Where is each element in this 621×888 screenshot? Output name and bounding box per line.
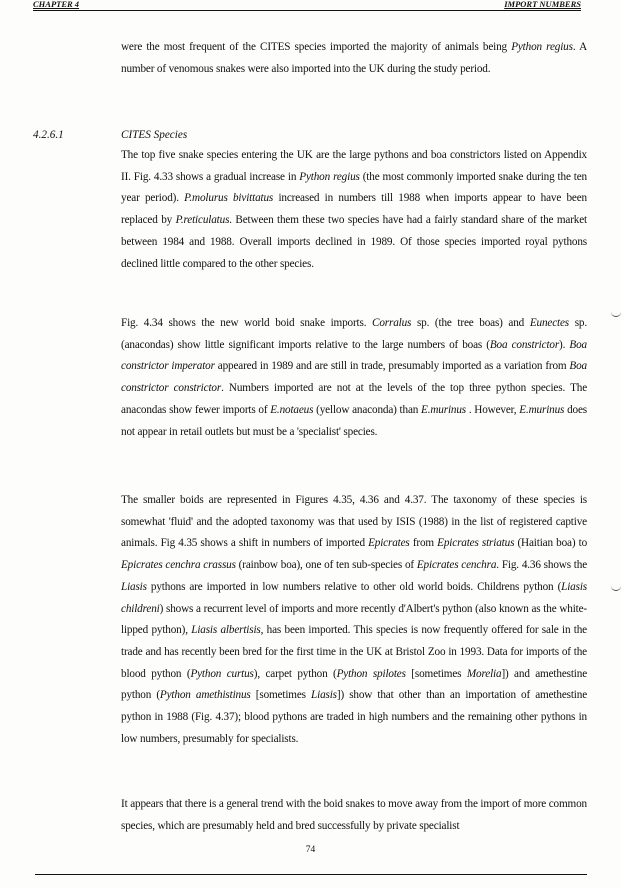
section-title: CITES Species: [121, 129, 188, 141]
paragraph-smaller-boids: The smaller boids are represented in Figures 4.35, 4.36 and 4.37. The taxonomy of these species is somewhat 'fluid' and the adopted taxonomy was that used by ISIS (1988) in the list of registered captive animals. Fig 4.35 shows a shift in numbers of imported Epicrates from Epicrates striatus (Haitian boa) to Epicrates cenchra crassus (rainbow boa), one of ten sub-species of Epicrates cenchra. Fig. 4.36 shows the Liasis pythons are imported in low numbers relative to other old world boids. Childrens python (Liasis childreni) shows a recurrent level of imports and more recently d'Albert's python (also known as the white-lipped python), Liasis albertisis, has been imported. This species is now frequently offered for sale in the trade and has recently been bred for the first time in the UK at Bristol Zoo in 1993. Data for imports of the blood python (Python curtus), carpet python (Python spilotes [sometimes Morelia]) and amethestine python (Python amethistinus [sometimes Liasis]) show that other than an importation of amethestine python in 1988 (Fig. 4.37); blood pythons are traded in high numbers and the remaining other pythons in low numbers, presumably for specialists.: [121, 494, 588, 745]
intro-paragraph: were the most frequent of the CITES species imported the majority of animals being Python regius. A number of venomous snakes were also imported into the UK during the study period.: [121, 41, 588, 75]
paragraph-general-trend: It appears that there is a general trend with the boid snakes to move away from the import of more common species, which are presumably held and bred successfully by private specialist: [121, 798, 587, 832]
scan-artifact-mark: [611, 584, 621, 591]
chapter-label: CHAPTER 4: [33, 0, 80, 9]
chapter-title: IMPORT NUMBERS: [504, 0, 581, 9]
running-header: [33, 0, 581, 11]
paragraph-new-world-boids: Fig. 4.34 shows the new world boid snake imports. Corralus sp. (the tree boas) and Eunectes sp. (anacondas) show little significant imports relative to the large numbers of boas (Boa constrictor). Boa constrictor imperator appeared in 1989 and are still in trade, presumably imported as a variation from Boa constrictor constrictor. Numbers imported are not at the levels of the top three python species. The anacondas show fewer imports of E.notaeus (yellow anaconda) than E.murinus . However, E.murinus does not appear in retail outlets but must be a 'specialist' species.: [121, 317, 588, 438]
scan-artifact-mark: [611, 310, 621, 317]
page-number: 74: [305, 845, 316, 855]
paragraph-cites-pythons: The top five snake species entering the UK are the large pythons and boa constrictors listed on Appendix II. Fig. 4.33 shows a gradual increase in Python regius (the most commonly imported snake during the ten year period). P.molurus bivittatus increased in numbers till 1988 when imports appear to have been replaced by P.reticulatus. Between them these two species have had a fairly standard share of the market between 1984 and 1988. Overall imports declined in 1989. Of those species imported royal pythons declined little compared to the other species.: [121, 149, 588, 270]
footer-rule: [35, 874, 587, 875]
section-number: 4.2.6.1: [33, 129, 64, 141]
